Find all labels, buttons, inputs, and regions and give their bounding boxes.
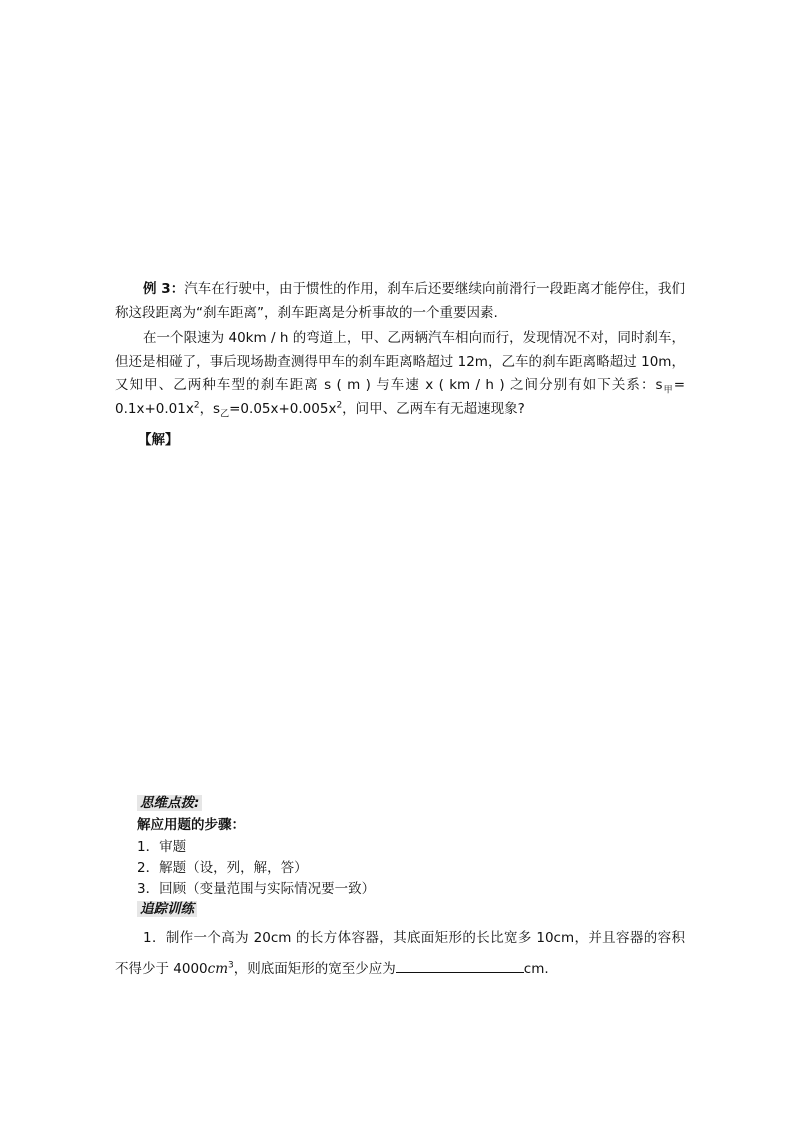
training-heading-text: 追踪训练 — [137, 901, 197, 917]
training-question-1 — [115, 923, 685, 985]
question-1-end: cm. — [523, 961, 549, 977]
question-1-unit-exponent: 3 — [228, 960, 234, 971]
step-item-1: 1．审题 — [137, 839, 187, 855]
step-item-2: 2．解题（设，列，解，答） — [137, 860, 308, 876]
example-3-problem — [115, 327, 685, 421]
exponent-jia: 2 — [193, 400, 200, 410]
subscript-jia: 甲 — [662, 385, 674, 396]
question-1-unit: cm — [207, 961, 229, 977]
example-3-body-text: 在一个限速为 40km / h 的弯道上，甲、乙两辆汽车相向而行，发现情况不对，同时刹车，但还是相碰了，事后现场勘查测得甲车的刹车距离略超过 12m，乙车的刹车距离略超过 10m，又知甲、乙两种车型的刹车距离 s ( m ) 与车速 x ( km / h ) 之间分别有如下关系：s — [115, 330, 685, 393]
example-3-intro-text: 汽车在行驶中，由于惯性的作用，刹车后还要继续向前滑行一段距离才能停住，我们称这段距离为“刹车距离”，刹车距离是分析事故的一个重要因素. — [115, 281, 685, 321]
question-1-text-2: ，则底面矩形的宽至少应为 — [233, 961, 396, 977]
example-3-question: ，问甲、乙两车有无超速现象? — [342, 400, 525, 417]
formula-jia: = 0.1x+0.01x — [115, 377, 685, 417]
training-heading — [137, 898, 197, 920]
steps-heading: 解应用题的步骤： — [137, 817, 245, 833]
solution-label: 【解】 — [138, 432, 179, 448]
example-3-label: 例 3： — [143, 281, 185, 297]
example-3-intro — [115, 278, 685, 325]
exponent-yi: 2 — [336, 400, 343, 410]
formula-yi: =0.05x+0.005x — [229, 400, 337, 417]
subscript-yi: 乙 — [220, 409, 230, 420]
tips-heading-text: 思维点拨: — [137, 795, 202, 811]
step-item-3: 3．回顾（变量范围与实际情况要一致） — [137, 881, 376, 897]
question-1-text: 1．制作一个高为 20cm 的长方体容器，其底面矩形的长比宽多 10cm，并且容器的容积不得少于 4000 — [115, 930, 685, 977]
answer-blank[interactable] — [396, 958, 524, 973]
tips-heading — [137, 792, 202, 814]
formula-separator: ，s — [199, 400, 221, 417]
